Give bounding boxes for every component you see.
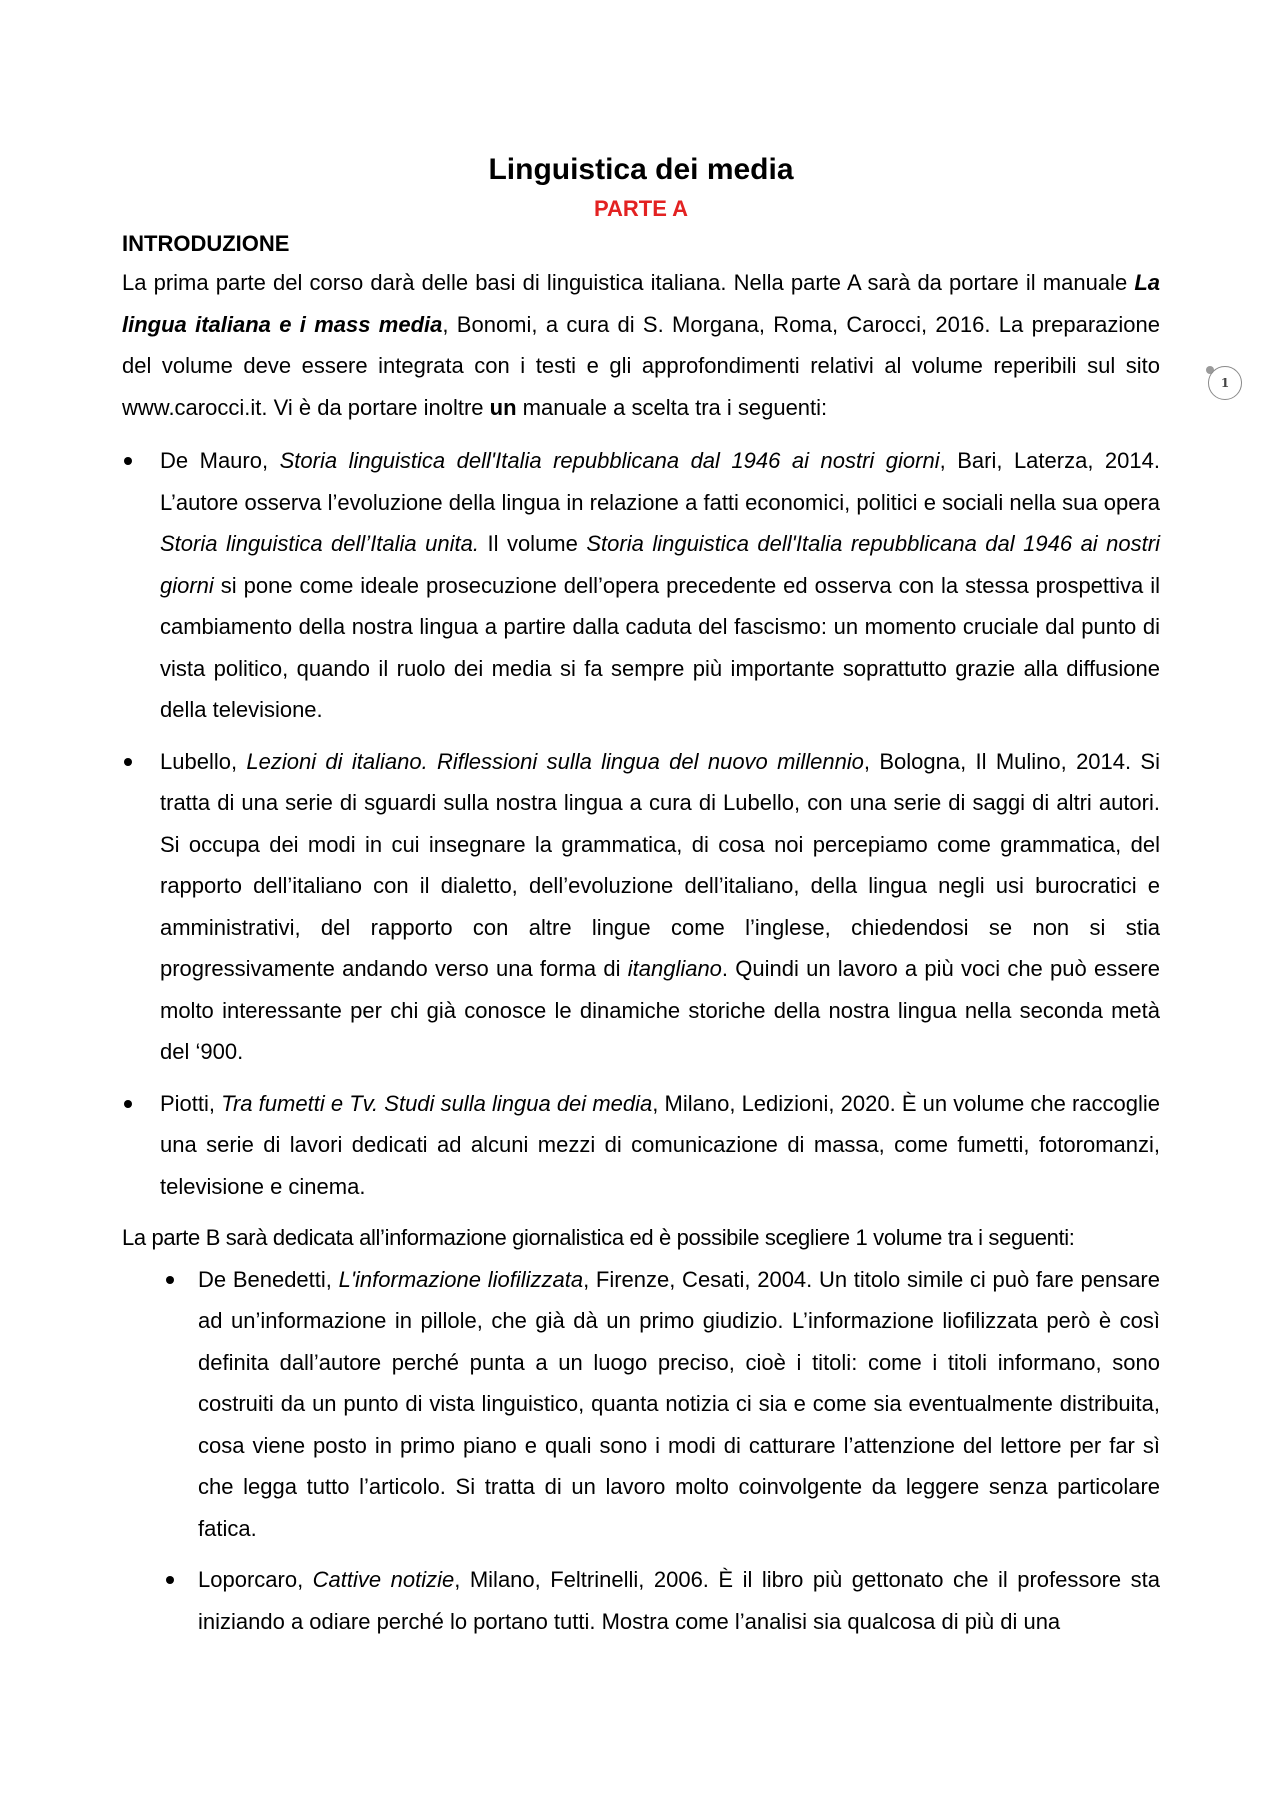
item-text: si pone come ideale prosecuzione dell’opera precedente ed osserva con la stessa prospettiva il cambiamento della nostra lingua a partire dalla caduta del fascismo: un momento cruciale dal punto di vista politico, quando il ruolo dei media si fa sempre più importante soprattutto grazie alla diffusione della televisione. xyxy=(160,572,1160,722)
document-title: Linguistica dei media xyxy=(488,153,794,186)
intro-emphasis: un xyxy=(489,394,517,420)
document-body xyxy=(122,150,1160,1652)
item-author: De Mauro, xyxy=(160,448,280,473)
bullet-icon xyxy=(166,1276,174,1284)
item-italic-term: itangliano xyxy=(627,956,722,981)
bullet-icon xyxy=(124,758,132,766)
bullet-icon xyxy=(124,457,132,465)
item-book-title: Storia linguistica dell'Italia repubblicana dal 1946 ai nostri giorni xyxy=(279,448,940,473)
page-number-badge xyxy=(1208,366,1242,400)
part-b-intro: La parte B sarà dedicata all’informazione giornalistica ed è possibile scegliere 1 volume tra i seguenti: xyxy=(122,1225,1075,1250)
item-text: , Milano, Ledizioni, 2020. È un volume che raccoglie una serie di lavori dedicati ad alcuni mezzi di comunicazione di massa, come fumetti, fotoromanzi, televisione e cinema. xyxy=(160,1090,1161,1199)
item-text: Il volume xyxy=(478,531,587,556)
part-b-book-list xyxy=(122,1259,1160,1643)
list-item xyxy=(122,1083,1160,1208)
bullet-icon xyxy=(166,1576,174,1584)
intro-text-3: manuale a scelta tra i seguenti: xyxy=(516,394,828,420)
intro-text-2: , Bonomi, a cura di S. Morgana, Roma, Carocci, 2016. La preparazione del volume deve essere integrata con i testi e gli approfondimenti relativi al volume reperibili sul sito www.carocci.it. Vi è da portare inoltre xyxy=(122,311,1160,420)
item-book-title: Tra fumetti e Tv. Studi sulla lingua dei media xyxy=(221,1090,653,1116)
document-subtitle: PARTE A xyxy=(593,196,689,221)
item-book-title: L'informazione liofilizzata xyxy=(338,1266,584,1292)
intro-text-1: La prima parte del corso darà delle basi di linguistica italiana. Nella parte A sarà da portare il manuale xyxy=(122,270,1135,295)
item-author: Lubello, xyxy=(160,748,247,774)
item-book-title: Storia linguistica dell’Italia unita. xyxy=(160,531,479,556)
list-item xyxy=(122,741,1160,1073)
item-book-title: Cattive notizie xyxy=(312,1567,455,1592)
list-item xyxy=(122,1559,1160,1642)
item-text: , Firenze, Cesati, 2004. Un titolo simile ci può fare pensare ad un’informazione in pillole, che già dà un primo giudizio. L’informazione liofilizzata però è così definita dall’autore perché punta a un luogo preciso, cioè i titoli: come i titoli informano, sono costruiti da un punto di vista linguistico, quanta notizia ci sia e come sia eventualmente distribuita, cosa viene posto in primo piano e quali sono i modi di catturare l’attenzione del lettore per far sì che legga tutto l’articolo. Si tratta di un lavoro molto coinvolgente da leggere senza particolare fatica. xyxy=(198,1266,1160,1541)
item-text: , Bologna, Il Mulino, 2014. Si tratta di una serie di sguardi sulla nostra lingua a cura di Lubello, con una serie di saggi di altri autori. Si occupa dei modi in cui insegnare la grammatica, di cosa noi percepiamo come grammatica, del rapporto dell’italiano con il dialetto, dell’evoluzione dell’italiano, della lingua negli usi burocratici e amministrativi, del rapporto con altre lingue come l’inglese, chiedendosi se non si stia progressivamente andando verso una forma di xyxy=(160,748,1160,981)
bullet-icon xyxy=(124,1100,132,1108)
item-author: Loporcaro, xyxy=(198,1567,313,1592)
list-item xyxy=(122,440,1160,731)
item-text: , Milano, Feltrinelli, 2006. È il libro più gettonato che il professore sta iniziando a odiare perché lo portano tutti. Mostra come l’analisi sia qualcosa di più di una xyxy=(198,1567,1160,1634)
item-book-title: Lezioni di italiano. Riflessioni sulla lingua del nuovo millennio xyxy=(246,748,864,774)
item-author: Piotti, xyxy=(160,1090,222,1116)
item-book-title: Storia linguistica dell'Italia repubblicana dal 1946 ai nostri giorni xyxy=(160,531,1160,598)
section-heading: INTRODUZIONE xyxy=(122,231,290,256)
page-number-text: 1 xyxy=(1220,376,1230,390)
list-item xyxy=(122,1259,1160,1550)
item-author: De Benedetti, xyxy=(198,1266,339,1292)
item-text: , Bari, Laterza, 2014. L’autore osserva l’evoluzione della lingua in relazione a fatti economici, politici e sociali nella sua opera xyxy=(160,448,1160,515)
part-a-book-list xyxy=(122,440,1160,1207)
item-text: . Quindi un lavoro a più voci che può essere molto interessante per chi già conosce le dinamiche storiche della nostra lingua nella seconda metà del ‘900. xyxy=(160,956,1160,1064)
intro-paragraph xyxy=(122,262,1160,428)
intro-book-title: La lingua italiana e i mass media xyxy=(122,270,1160,337)
